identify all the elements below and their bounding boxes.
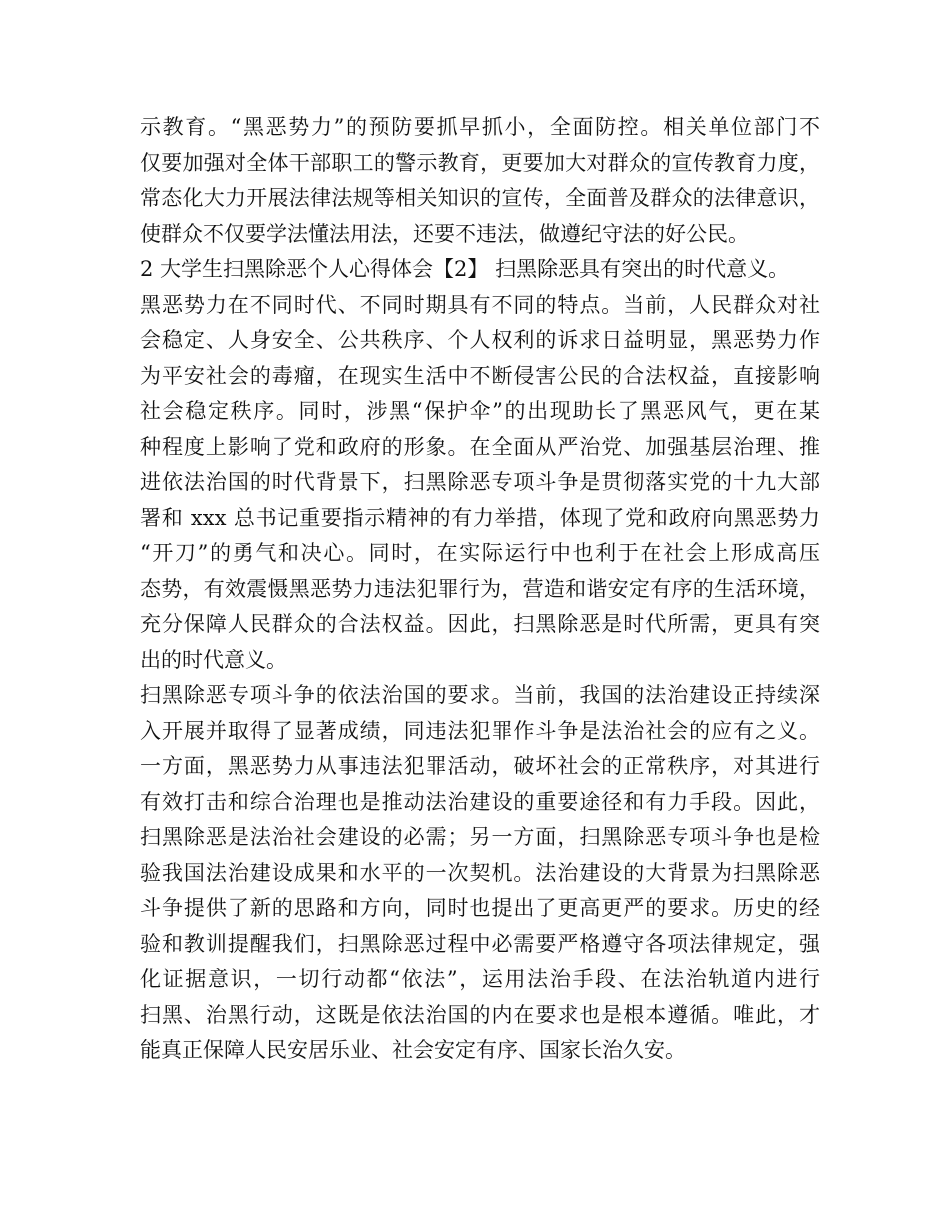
text-line: 仅要加强对全体干部职工的警示教育，更要加大对群众的宣传教育力度，	[140, 150, 820, 175]
text-line: 黑恶势力在不同时代、不同时期具有不同的特点。当前，人民群众对社	[140, 292, 820, 317]
text-line: 署和 xxx 总书记重要指示精神的有力举措，体现了党和政府向黑恶势力	[140, 505, 820, 530]
text-line: 验和教训提醒我们，扫黑除恶过程中必需要严格遵守各项法律规定，强	[140, 931, 820, 956]
text-line: “开刀”的勇气和决心。同时，在实际运行中也利于在社会上形成高压	[140, 541, 820, 565]
text-line: 斗争提供了新的思路和方向，同时也提出了更高更严的要求。历史的经	[140, 896, 820, 920]
text-line: 验我国法治建设成果和水平的一次契机。法治建设的大背景为扫黑除恶	[140, 860, 820, 885]
text-line: 会稳定、人身安全、公共秩序、个人权利的诉求日益明显，黑恶势力作	[140, 328, 820, 352]
text-line: 种程度上影响了党和政府的形象。在全面从严治党、加强基层治理、推	[140, 434, 820, 459]
text-line: 入开展并取得了显著成绩，同违法犯罪作斗争是法治社会的应有之义。	[140, 718, 820, 743]
text-line: 出的时代意义。	[140, 647, 287, 672]
document-body	[140, 110, 820, 1069]
text-line: 化证据意识，一切行动都“依法”，运用法治手段、在法治轨道内进行	[140, 967, 820, 991]
text-line: 扫黑除恶专项斗争的依法治国的要求。当前，我国的法治建设正持续深	[140, 683, 820, 707]
text-line: 能真正保障人民安居乐业、社会安定有序、国家长治久安。	[140, 1038, 686, 1062]
text-line: 扫黑、治黑行动，这既是依法治国的内在要求也是根本遵循。唯此，才	[140, 1002, 820, 1027]
section-heading-line: 2 大学生扫黑除恶个人心得体会【2】 扫黑除恶具有突出的时代意义。	[140, 257, 790, 281]
text-line: 态势，有效震慑黑恶势力违法犯罪行为，营造和谐安定有序的生活环境，	[140, 576, 820, 601]
text-line: 社会稳定秩序。同时，涉黑“保护伞”的出现助长了黑恶风气，更在某	[140, 399, 820, 423]
text-line: 一方面，黑恶势力从事违法犯罪活动，破坏社会的正常秩序，对其进行	[140, 754, 820, 778]
text-line: 常态化大力开展法律法规等相关知识的宣传，全面普及群众的法律意识，	[140, 186, 820, 210]
text-line: 使群众不仅要学法懂法用法，还要不违法，做遵纪守法的好公民。	[140, 221, 749, 246]
text-line: 为平安社会的毒瘤，在现实生活中不断侵害公民的合法权益，直接影响	[140, 363, 820, 388]
text-line: 充分保障人民群众的合法权益。因此，扫黑除恶是时代所需，更具有突	[140, 612, 820, 636]
text-line: 扫黑除恶是法治社会建设的必需；另一方面，扫黑除恶专项斗争也是检	[140, 825, 820, 849]
text-line: 进依法治国的时代背景下，扫黑除恶专项斗争是贯彻落实党的十九大部	[140, 470, 820, 494]
text-line: 示教育。“黑恶势力”的预防要抓早抓小，全面防控。相关单位部门不	[140, 115, 820, 139]
text-line: 有效打击和综合治理也是推动法治建设的重要途径和有力手段。因此，	[140, 789, 820, 814]
